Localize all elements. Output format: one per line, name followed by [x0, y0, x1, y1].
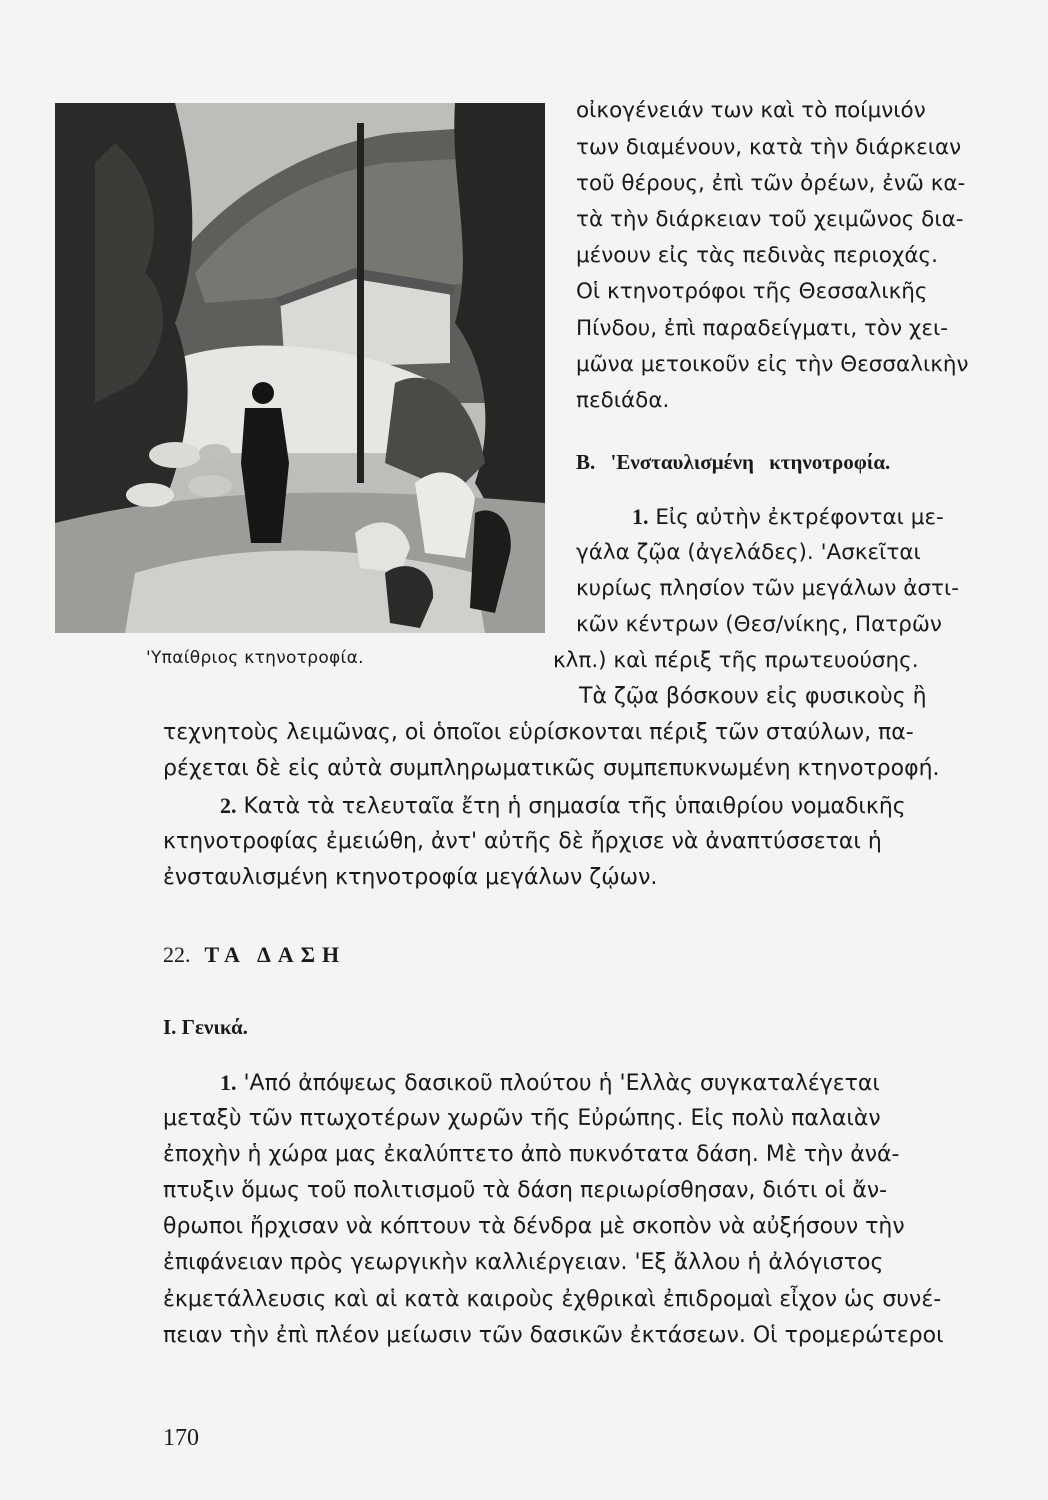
text-line: κυρίως πλησίον τῶν μεγάλων ἀστι- — [576, 576, 960, 601]
paragraph-number: 1. — [632, 504, 649, 529]
text-line: τεχνητοὺς λειμῶνας, οἱ ὁποῖοι εὑρίσκονται πέριξ τῶν σταύλων, πα- — [163, 720, 914, 745]
text-line — [632, 506, 944, 529]
text-line: ἐπιφάνειαν πρὸς γεωργικὴν καλλιέργειαν. 'Εξ ἄλλου ἡ ἀλόγιστος — [163, 1250, 884, 1275]
text-line: ἐποχὴν ἡ χώρα μας ἐκαλύπτετο ἀπὸ πυκνότατα δάση. Μὲ τὴν ἀνά- — [163, 1142, 900, 1167]
text-line: των διαμένουν, κατὰ τὴν διάρκειαν — [576, 135, 962, 160]
text-line: Πίνδου, ἐπὶ παραδείγματι, τὸν χει- — [576, 316, 949, 341]
section-number: 22. — [163, 942, 191, 967]
text-line: κλπ.) καὶ πέριξ τῆς πρωτευούσης. — [553, 648, 919, 673]
text-line: κτηνοτροφίας ἐμειώθη, ἀντ' αὐτῆς δὲ ἤρχισε νὰ ἀναπτύσσεται ἡ — [163, 829, 882, 854]
text-line: κῶν κέντρων (Θεσ/νίκης, Πατρῶν — [576, 612, 942, 637]
photo-drawing — [55, 103, 545, 633]
text-line: θρωποι ἤρχισαν νὰ κόπτουν τὰ δένδρα μὲ σκοπὸν νὰ αὐξήσουν τὴν — [163, 1214, 905, 1239]
text-line — [220, 795, 906, 818]
page-number: 170 — [163, 1425, 199, 1451]
text-line: πεδιάδα. — [576, 388, 670, 413]
paragraph-number: 2. — [220, 793, 237, 818]
text-line: τοῦ θέρους, ἐπὶ τῶν ὀρέων, ἐνῶ κα- — [576, 171, 966, 196]
text-line: μῶνα μετοικοῦν εἰς τὴν Θεσσαλικὴν — [576, 352, 969, 377]
section-title-text: ΤΑ ΔΑΣΗ — [204, 942, 347, 967]
text-line — [220, 1072, 880, 1095]
text-line: οἰκογένειάν των καὶ τὸ ποίμνιόν — [576, 98, 926, 123]
section-title — [163, 942, 346, 968]
text-line: γάλα ζῷα (ἀγελάδες). 'Ασκεῖται — [576, 540, 921, 565]
text-line: μεταξὺ τῶν πτωχοτέρων χωρῶν τῆς Εὐρώπης. Εἰς πολὺ παλαιὰν — [163, 1106, 881, 1131]
text-line: μένουν εἰς τὰς πεδινὰς περιοχάς. — [576, 243, 938, 268]
text-line: πτυξιν ὅμως τοῦ πολιτισμοῦ τὰ δάση περιωρίσθησαν, διότι οἱ ἄν- — [163, 1178, 888, 1203]
text-line: ρέχεται δὲ εἰς αὐτὰ συμπληρωματικῶς συμπεπυκνωμένη κτηνοτροφή. — [163, 756, 940, 781]
text-line: τὰ τὴν διάρκειαν τοῦ χειμῶνος δια- — [576, 207, 964, 232]
text-line: ἐκμετάλλευσις καὶ αἱ κατὰ καιροὺς ἐχθρικαὶ ἐπιδρομαὶ εἶχον ὡς συνέ- — [163, 1287, 942, 1312]
text-fragment: Κατὰ τὰ τελευταῖα ἔτη ἡ σημασία τῆς ὑπαιθρίου νομαδικῆς — [243, 794, 906, 819]
photo-caption: 'Υπαίθριος κτηνοτροφία. — [146, 648, 364, 668]
text-fragment: 'Από ἀπόψεως δασικοῦ πλούτου ἡ 'Ελλὰς συγκαταλέγεται — [243, 1071, 880, 1096]
text-fragment: Εἰς αὐτὴν ἐκτρέφονται με- — [655, 505, 944, 530]
text-line: πειαν τὴν ἐπὶ πλέον μείωσιν τῶν δασικῶν ἐκτάσεων. Οἱ τρομερώτεροι — [163, 1323, 944, 1348]
text-line: Τὰ ζῷα βόσκουν εἰς φυσικοὺς ἢ — [579, 684, 927, 709]
text-line: Οἱ κτηνοτρόφοι τῆς Θεσσαλικῆς — [576, 279, 928, 304]
text-line: ἐνσταυλισμένη κτηνοτροφία μεγάλων ζῴων. — [163, 865, 658, 890]
paragraph-number: 1. — [220, 1070, 237, 1095]
pastoral-photo — [55, 103, 545, 633]
section-subheading: Ι. Γενικά. — [163, 1015, 248, 1039]
subsection-heading: Β. 'Ενσταυλισμένη κτηνοτροφία. — [576, 450, 891, 474]
